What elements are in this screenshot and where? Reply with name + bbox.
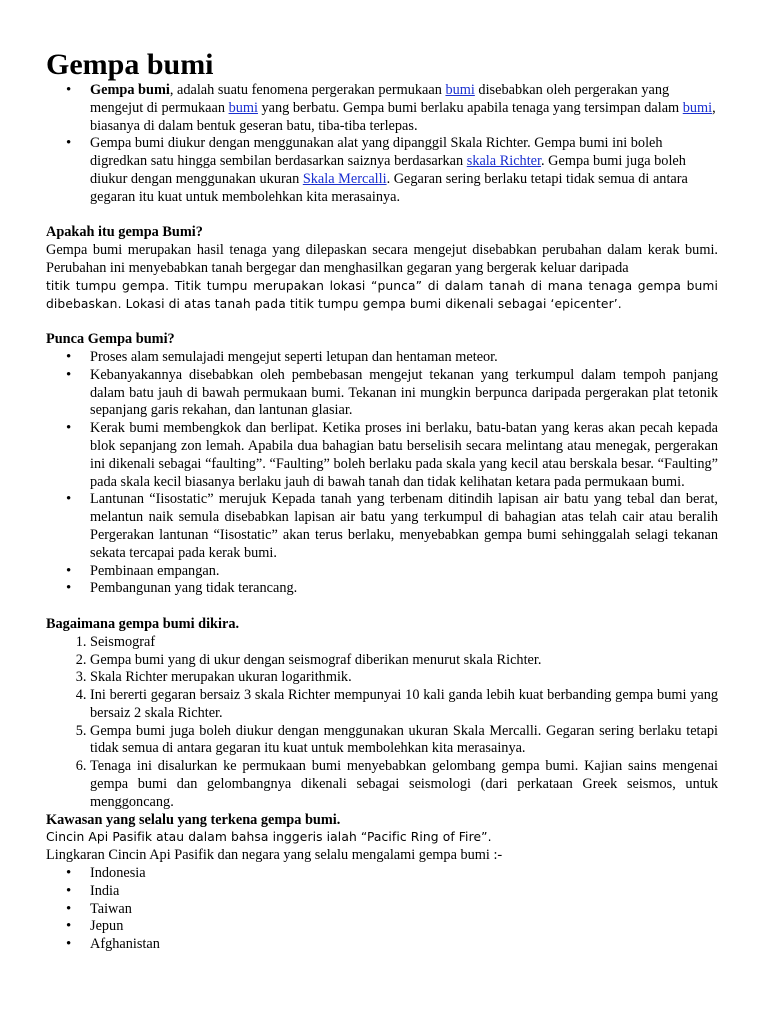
- intro-text: , adalah suatu fenomena pergerakan permukaan: [169, 82, 446, 98]
- intro-text: disebabkan oleh pergerakan yang mengejut di permukaan: [90, 82, 670, 116]
- page-title: Gempa bumi: [46, 48, 214, 81]
- section-heading-kawasan: Kawasan yang selalu yang terkena gempa bumi.: [46, 811, 341, 828]
- punca-list: [46, 349, 718, 598]
- intro-text: , biasanya di dalam bentuk geseran batu, tiba-tiba terlepas.: [90, 99, 716, 134]
- intro-text: . Gegaran sering berlaku tetapi tidak semua di antara gegaran itu kuat untuk membolehkan kita merasainya.: [90, 170, 688, 205]
- intro-item-1: [90, 82, 718, 135]
- list-item: • Pembinaan empangan.: [90, 563, 718, 581]
- list-item: 3. Skala Richter merupakan ukuran logarithmik.: [90, 669, 718, 687]
- list-item: 5. Gempa bumi juga boleh diukur dengan menggunakan ukuran Skala Mercalli. Gegaran sering berlaku tetapi tidak semua di antara gegaran itu kuat untuk membolehkan kita merasainya.: [90, 723, 718, 759]
- intro-text: . Gempa bumi juga boleh diukur dengan menggunakan ukuran: [90, 153, 686, 187]
- section-heading-punca: Punca Gempa bumi?: [46, 331, 175, 348]
- link-skala-mercalli[interactable]: Skala Mercalli: [302, 170, 387, 187]
- list-item: • Kebanyakannya disebabkan oleh pembebasan mengejut tekanan yang terkumpul dalam tempoh panjang dalam batu jauh di bawah permukaan bumi. Tekanan ini mungkin berpunca daripada pergerakan plat tetonik sepanjang garis rekahan, dan lantunan glasiar.: [90, 367, 718, 420]
- list-item: 2. Gempa bumi yang di ukur dengan seismograf diberikan menurut skala Richter.: [90, 652, 718, 670]
- section-heading-apakah: Apakah itu gempa Bumi?: [46, 224, 203, 241]
- link-skala-richter[interactable]: skala Richter: [466, 153, 541, 170]
- list-item: 1. Seismograf: [90, 634, 718, 652]
- bagaimana-list: [46, 634, 718, 812]
- list-item: • Taiwan: [90, 901, 718, 919]
- intro-list: [46, 82, 718, 207]
- kawasan-line-1: Cincin Api Pasifik atau dalam bahsa inggeris ialah “Pacific Ring of Fire”.: [46, 830, 492, 845]
- section-heading-bagaimana: Bagaimana gempa bumi dikira.: [46, 615, 240, 632]
- list-item: • Kerak bumi membengkok dan berlipat. Ketika proses ini berlaku, batu-batan yang keras akan pecah kepada blok sepanjang zon lemah. Apabila dua bahagian batu berselisih secara melintang atau menegak, pergerakan ini dikenali sebagai “faulting”. “Faulting” boleh berlaku pada skala yang kecil atau berskala besar. “Faulting” pada skala kecil biasanya berlaku jauh di bawah tanah dan tidak kelihatan ketara pada permukaan bumi.: [90, 420, 718, 491]
- list-item: • Pembangunan yang tidak terancang.: [90, 580, 718, 598]
- list-item: • Proses alam semulajadi mengejut seperti letupan dan hentaman meteor.: [90, 349, 718, 367]
- list-item: 6. Tenaga ini disalurkan ke permukaan bumi menyebabkan gelombang gempa bumi. Kajian sains mengenai gempa bumi dan gelombangnya dikenali sebagai seismologi (dari perkataan Greek seismos, untuk menggoncang.: [90, 758, 718, 811]
- list-item: • Jepun: [90, 918, 718, 936]
- intro-item-2: [90, 135, 718, 206]
- section1-paragraph-b: titik tumpu gempa. Titik tumpu merupakan lokasi “punca” di dalam tanah di mana tenaga gempa bumi dibebaskan. Lokasi di atas tanah pada titik tumpu gempa bumi dikenali sebagai ‘epicenter’.: [46, 278, 718, 311]
- list-item: • Afghanistan: [90, 936, 718, 954]
- intro-text: Gempa bumi diukur dengan menggunakan alat yang dipanggil Skala Richter. Gempa bumi ini boleh digredkan satu hingga sembilan berdasarkan saiznya berdasarkan: [90, 135, 663, 170]
- intro-bold-term: Gempa bumi: [90, 82, 170, 98]
- link-bumi[interactable]: bumi: [228, 99, 258, 116]
- country-list: [46, 865, 718, 954]
- section1-paragraph-a: Gempa bumi merupakan hasil tenaga yang dilepaskan secara mengejut disebabkan perubahan dalam kerak bumi. Perubahan ini menyebabkan tanah bergegar dan menghasilkan gegaran yang bergerak keluar daripada: [46, 242, 718, 276]
- list-item: 4. Ini bererti gegaran bersaiz 3 skala Richter mempunyai 10 kali ganda lebih kuat berbanding gempa bumi yang bersaiz 2 skala Richter.: [90, 687, 718, 723]
- list-item: • Lantunan “Iisostatic” merujuk Kepada tanah yang terbenam ditindih lapisan air batu yang tebal dan berat, melantun naik semula disebabkan lapisan air batu yang terkumpul di bahagian atas telah cair atau beralih Pergerakan lantunan “Iisostatic” akan terus berlaku, menyebabkan gempa bumi sehinggalah selagi tekanan sekata tercapai pada kerak bumi.: [90, 491, 718, 562]
- list-item: • Indonesia: [90, 865, 718, 883]
- intro-text: yang berbatu. Gempa bumi berlaku apabila tenaga yang tersimpan dalam: [257, 99, 683, 116]
- kawasan-line-2: Lingkaran Cincin Api Pasifik dan negara yang selalu mengalami gempa bumi :-: [46, 847, 503, 864]
- link-bumi[interactable]: bumi: [445, 82, 475, 98]
- link-bumi[interactable]: bumi: [682, 99, 713, 116]
- list-item: • India: [90, 883, 718, 901]
